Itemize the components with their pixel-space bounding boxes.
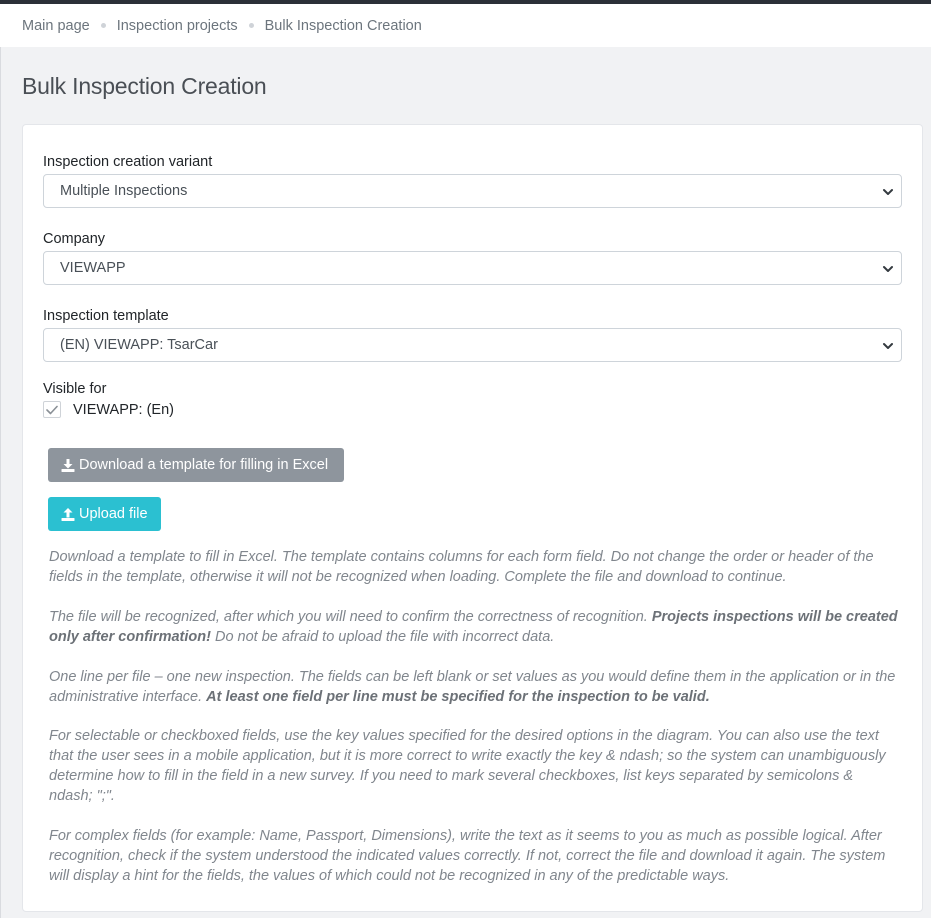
upload-file-button[interactable] bbox=[48, 497, 161, 531]
variant-select-value: Multiple Inspections bbox=[60, 183, 188, 199]
help-text: The file will be recognized, after which you will need to confirm the correctness of recognition. bbox=[49, 609, 652, 625]
upload-icon bbox=[61, 508, 75, 521]
company-select-value: VIEWAPP bbox=[60, 260, 126, 276]
visible-for-option bbox=[43, 401, 174, 418]
visible-for-option-label: VIEWAPP: (En) bbox=[73, 401, 174, 418]
download-template-button[interactable] bbox=[48, 448, 344, 482]
help-emphasis: At least one field per line must be specified for the inspection to be valid. bbox=[206, 689, 710, 705]
chevron-down-icon bbox=[882, 263, 894, 275]
help-text: Do not be afraid to upload the file with incorrect data. bbox=[210, 629, 555, 645]
variant-select[interactable] bbox=[43, 174, 902, 208]
breadcrumb-separator bbox=[101, 23, 106, 28]
breadcrumb bbox=[0, 4, 931, 47]
chevron-down-icon bbox=[882, 186, 894, 198]
check-icon bbox=[46, 405, 58, 415]
company-label: Company bbox=[43, 231, 106, 247]
bulk-creation-card bbox=[22, 124, 923, 912]
help-emphasis: Projects inspections will be created only after confirmation! bbox=[49, 609, 898, 645]
breadcrumb-current: Bulk Inspection Creation bbox=[264, 17, 422, 34]
help-paragraph-lines bbox=[49, 667, 899, 707]
visible-for-label: Visible for bbox=[43, 381, 107, 397]
template-label: Inspection template bbox=[43, 308, 169, 324]
help-paragraph-complex: For complex fields (for example: Name, Passport, Dimensions), write the text as it seems to you as much as possible logical. After recognition, check if the system understood the indicated values correctly. If not, correct the file and download it again. The system will display a hint for the fields, the values of which could not be recognized in any of the predictable ways. bbox=[49, 828, 886, 884]
company-select[interactable] bbox=[43, 251, 902, 285]
breadcrumb-separator bbox=[249, 23, 254, 28]
template-select-value: (EN) VIEWAPP: TsarCar bbox=[60, 337, 218, 353]
breadcrumb-link-inspection-projects[interactable]: Inspection projects bbox=[116, 17, 238, 34]
download-icon bbox=[61, 459, 75, 472]
help-paragraph-selectable: For selectable or checkboxed fields, use the key values specified for the desired options in the diagram. You can also use the text that the user sees in a mobile application, but it is more correct to write exactly the key & ndash; so the system can unambiguously determine how to fill in the field in a new survey. If you need to mark several checkboxes, list keys separated by semicolons & ndash; ";". bbox=[49, 728, 886, 804]
help-paragraph-recognition bbox=[49, 607, 899, 647]
template-select[interactable] bbox=[43, 328, 902, 362]
help-paragraph-template: Download a template to fill in Excel. The template contains columns for each form field. Do not change the order or header of the fields in the template, otherwise it will not be recognized when loading. Complete the file and download to continue. bbox=[49, 549, 874, 585]
visible-for-checkbox[interactable] bbox=[43, 401, 61, 418]
upload-file-button-label: Upload file bbox=[79, 506, 148, 522]
page-title: Bulk Inspection Creation bbox=[22, 73, 267, 99]
help-text: One line per file – one new inspection. The fields can be left blank or set values as you would define them in the application or in the administrative interface. bbox=[49, 669, 896, 705]
variant-label: Inspection creation variant bbox=[43, 154, 213, 170]
chevron-down-icon bbox=[882, 340, 894, 352]
breadcrumb-link-main-page[interactable]: Main page bbox=[22, 17, 90, 34]
left-edge bbox=[0, 4, 1, 918]
download-template-button-label: Download a template for filling in Excel bbox=[79, 457, 329, 473]
